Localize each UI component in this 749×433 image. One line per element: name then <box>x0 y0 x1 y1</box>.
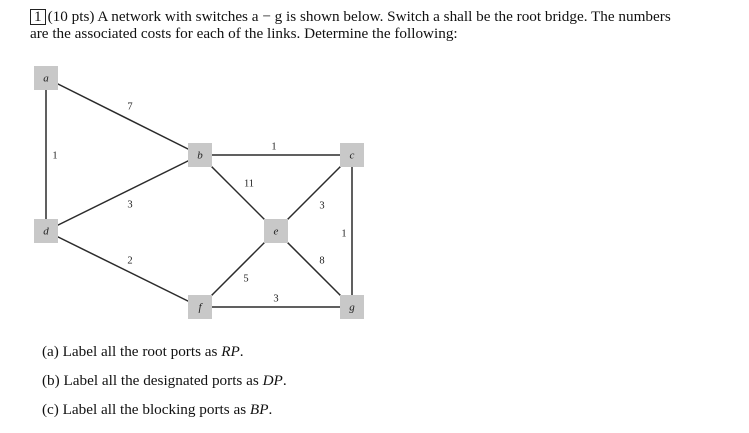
cost-label-b-d: 3 <box>127 199 133 211</box>
switch-c <box>340 143 364 167</box>
switch-label-a: a <box>43 72 49 85</box>
task-list <box>42 343 287 430</box>
switch-a <box>34 66 58 90</box>
cost-label-b-c: 1 <box>271 141 277 153</box>
task-a-suffix: . <box>239 343 244 360</box>
switch-b <box>188 143 212 167</box>
cost-label-c-e: 3 <box>319 200 325 212</box>
switch-label-b: b <box>197 149 203 162</box>
question-number: 1 <box>30 9 46 25</box>
switch-label-g: g <box>349 301 355 314</box>
switch-g <box>340 295 364 319</box>
network-links <box>46 78 352 307</box>
link-a-b <box>46 78 200 155</box>
cost-label-a-d: 1 <box>52 150 58 162</box>
switch-label-d: d <box>43 225 49 238</box>
task-c-term: BP <box>249 401 269 418</box>
problem-text-1: (10 pts) A network with switches a − g is shown below. Switch a shall be the root bridge. The numbers <box>47 8 671 25</box>
task-b-text: (b) Label all the designated ports as <box>42 372 263 389</box>
task-a-term: RP <box>221 343 240 360</box>
switch-label-e: e <box>273 225 279 238</box>
switch-e <box>264 219 288 243</box>
task-c-suffix: . <box>268 401 273 418</box>
task-root-ports <box>42 343 287 372</box>
cost-label-e-g: 8 <box>319 255 325 267</box>
task-blocking-ports <box>42 401 287 430</box>
link-costs <box>52 101 346 304</box>
link-d-f <box>46 231 200 307</box>
problem-line-2: are the associated costs for each of the links. Determine the following: <box>30 25 458 42</box>
switch-f <box>188 295 212 319</box>
switch-d <box>34 219 58 243</box>
task-a-text: (a) Label all the root ports as <box>42 343 222 360</box>
cost-label-a-b: 7 <box>127 101 133 113</box>
cost-label-d-f: 2 <box>127 255 133 267</box>
switch-label-c: c <box>349 149 355 162</box>
cost-label-b-e: 11 <box>243 178 255 190</box>
switch-label-f: f <box>198 301 202 314</box>
task-b-term: DP <box>262 372 283 389</box>
cost-label-f-g: 3 <box>273 293 279 305</box>
task-c-text: (c) Label all the blocking ports as <box>42 401 250 418</box>
cost-label-e-f: 5 <box>243 273 249 285</box>
cost-label-c-g: 1 <box>341 228 347 240</box>
task-designated-ports <box>42 372 287 401</box>
link-b-d <box>46 155 200 231</box>
task-b-suffix: . <box>282 372 287 389</box>
